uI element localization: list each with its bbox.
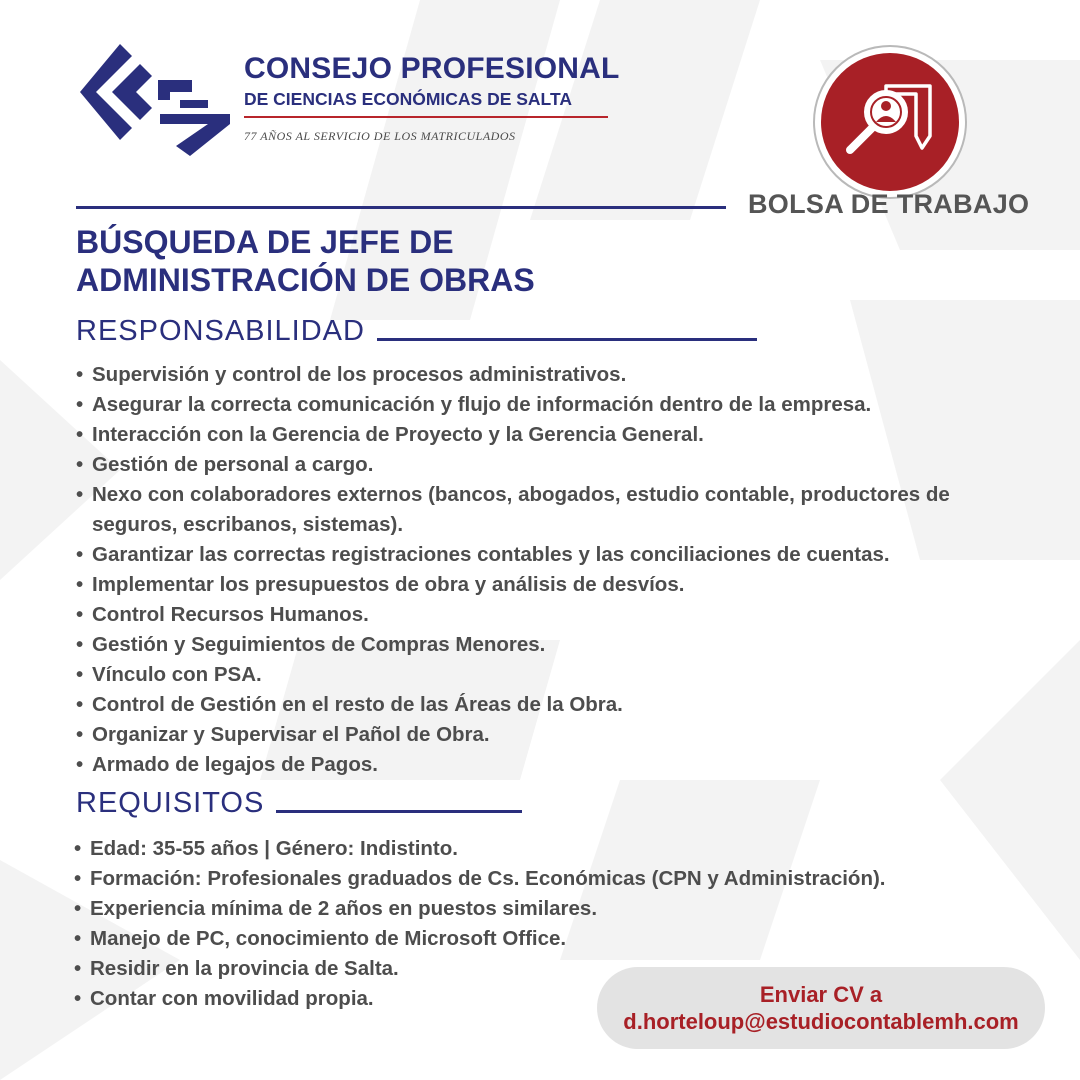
send-cv-contact [597, 967, 1045, 1049]
responsabilidad-list [76, 360, 1036, 780]
send-cv-label: Enviar CV a [759, 982, 883, 1007]
job-title [76, 223, 776, 299]
list-item: • Contar con movilidad propia. [74, 984, 994, 1014]
job-title-line-1: BÚSQUEDA DE JEFE DE [76, 224, 454, 260]
requisitos-rule [276, 810, 522, 813]
list-item: • Armado de legajos de Pagos. [76, 750, 1036, 780]
responsabilidad-rule [377, 338, 757, 341]
list-item: • Organizar y Supervisar el Pañol de Obra. [76, 720, 1036, 750]
list-item: • Gestión y Seguimientos de Compras Menores. [76, 630, 1036, 660]
list-item: • Garantizar las correctas registraciones contables y las conciliaciones de cuentas. [76, 540, 1036, 570]
list-item: • Supervisión y control de los procesos administrativos. [76, 360, 1036, 390]
requisitos-heading [76, 786, 522, 820]
responsabilidad-heading-text: RESPONSABILIDAD [76, 315, 365, 347]
job-title-line-2: ADMINISTRACIÓN DE OBRAS [76, 262, 535, 298]
contact-email-link[interactable]: d.horteloup@estudiocontablemh.com [623, 1009, 1019, 1034]
list-item: • Asegurar la correcta comunicación y flujo de información dentro de la empresa. [76, 390, 1036, 420]
cpce-logo-icon [80, 42, 230, 157]
org-name: CONSEJO PROFESIONAL [244, 52, 620, 85]
bolsa-de-trabajo-label: BOLSA DE TRABAJO [748, 189, 1030, 219]
list-item: • Implementar los presupuestos de obra y análisis de desvíos. [76, 570, 1036, 600]
list-item: • Nexo con colaboradores externos (bancos, abogados, estudio contable, productores de seguros, escribanos, sistemas). [76, 480, 1036, 540]
org-tagline: 77 AÑOS AL SERVICIO DE LOS MATRICULADOS [244, 129, 516, 143]
list-item: • Interacción con la Gerencia de Proyecto y la Gerencia General. [76, 420, 1036, 450]
list-item: • Residir en la provincia de Salta. [74, 954, 994, 984]
magnifier-person-document-icon [812, 44, 968, 200]
list-item: • Vínculo con PSA. [76, 660, 1036, 690]
list-item: • Experiencia mínima de 2 años en puestos similares. [74, 894, 994, 924]
list-item: • Control de Gestión en el resto de las Áreas de la Obra. [76, 690, 1036, 720]
org-subtitle: DE CIENCIAS ECONÓMICAS DE SALTA [244, 89, 572, 109]
responsabilidad-heading [76, 314, 757, 348]
list-item: • Gestión de personal a cargo. [76, 450, 1036, 480]
org-divider [244, 116, 608, 118]
list-item: • Control Recursos Humanos. [76, 600, 1036, 630]
list-item: • Edad: 35-55 años | Género: Indistinto. [74, 834, 994, 864]
list-item: • Manejo de PC, conocimiento de Microsoft Office. [74, 924, 994, 954]
requisitos-heading-text: REQUISITOS [76, 787, 265, 819]
list-item: • Formación: Profesionales graduados de Cs. Económicas (CPN y Administración). [74, 864, 994, 894]
bolsa-divider [76, 206, 726, 209]
